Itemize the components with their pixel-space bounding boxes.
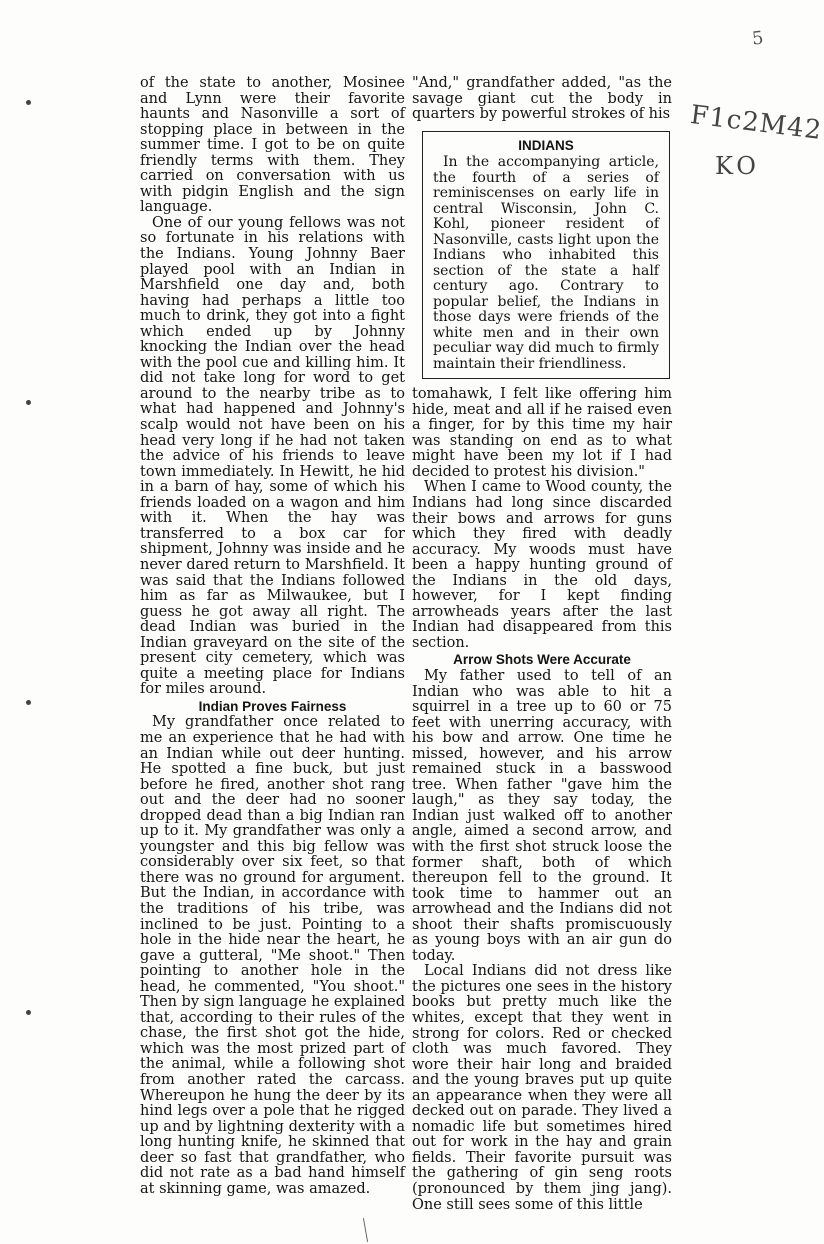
article-paragraph: My father used to tell of an Indian who was able to hit a squirrel in a tree up to 60 or 75 feet with unerring accuracy, with his bow and arrow. One time he missed, however, and his arrow remained stuck in a basswood tree. When father "gave him the laugh," as they say today, the Indian just walked off to another angle, aimed a second arrow, and with the first shot struck loose the former shaft, both of which thereupon fell to the ground. It took time to hammer out an arrowhead and the Indians did not shoot their shafts promiscuously as young boys with an air gun do today. <box>412 667 672 964</box>
article-paragraph: Local Indians did not dress like the pictures one sees in the history books but pretty much like the whites, except that they went in strong for colors. Red or checked cloth was much favored. They wore their hair long and braided and the young braves put up quite an appearance when they were all decked out on parade. They lived a nomadic life but sometimes hired out for work in the hay and grain fields. Their favorite pursuit was the gathering of gin seng roots (pronounced by them jing jang). One still sees some of this little <box>412 963 672 1213</box>
handwritten-initials: KO <box>715 152 760 180</box>
subheading: Indian Proves Fairness <box>198 698 347 714</box>
editor-note-title: INDIANS <box>518 137 574 153</box>
subheading: Arrow Shots Were Accurate <box>453 652 631 668</box>
punch-hole-mark <box>26 100 31 105</box>
article-paragraph: tomahawk, I felt like offering him hide, meat and all if he raised even a finger, for by this time my hair was standing on end as to what might have been my lot if I had decided to protest his division." <box>412 386 672 480</box>
article-paragraph: "And," grandfather added, "as the savage giant cut the body in quarters by powerful strokes of his <box>412 75 672 123</box>
punch-hole-mark <box>26 400 31 405</box>
punch-hole-mark <box>26 1010 31 1015</box>
scan-artifact-mark <box>363 1218 368 1242</box>
right-column <box>412 76 672 1213</box>
punch-hole-mark <box>26 700 31 705</box>
page-number: 5 <box>750 27 765 50</box>
editor-note-box <box>422 131 670 380</box>
article-paragraph: of the state to another, Mosinee and Lynn were their favorite haunts and Nasonville a sort of stopping place in between in the summer time. I got to be on quite friendly terms with them. They carried on conversation with us with pidgin English and the sign language. <box>140 75 405 216</box>
article-paragraph: When I came to Wood county, the Indians had long since discarded their bows and arrows for guns which they fired with deadly accuracy. My woods must have been a happy hunting ground of the Indians in the old days, however, for I kept finding arrowheads years after the last Indian had disappeared from this section. <box>412 479 672 651</box>
article-paragraph: One of our young fellows was not so fortunate in his relations with the Indians. Young Johnny Baer played pool with an Indian in Marshfield one day and, both having had perhaps a little too much to drink, they got into a fight which ended up by Johnny knocking the Indian over the head with the pool cue and killing him. It did not take long for word to get around to the nearby tribe as to what had happened and Johnny's scalp would not have been on his head very long if he had not taken the advice of his friends to leave town immediately. In Hewitt, he hid in a barn of hay, some of which his friends loaded on a wagon and him with it. When the hay was transferred to a box car for shipment, Johnny was inside and he never dared return to Marshfield. It was said that the Indians followed him as far as Milwaukee, but I guess he got away all right. The dead Indian was buried in the Indian graveyard on the site of the present city cemetery, which was quite a meeting place for Indians for miles around. <box>140 214 405 698</box>
article-paragraph: My grandfather once related to me an experience that he had with an Indian while out deer hunting. He spotted a fine buck, but just before he fired, another shot rang out and the deer had no sooner dropped dead than a big Indian ran up to it. My grandfather was only a youngster and this big fellow was considerably over six feet, so that there was no ground for argument. But the Indian, in accordance with the traditions of his tribe, was inclined to be just. Pointing to a hole in the hide near the heart, he gave a gutteral, "Me shoot." Then pointing to another hole in the head, he commented, "You shoot." Then by sign language he explained that, according to their rules of the chase, the first shot got the hide, which was the most prized part of the animal, while a following shot from another rated the carcass. Whereupon he hung the deer by its hind legs over a pole that he rigged up and by lightning dexterity with a long hunting knife, he skinned that deer so fast that grandfather, who did not rate as a bad hand himself at skinning game, was amazed. <box>140 714 405 1197</box>
handwritten-catalog-code: F1c2M42 <box>688 100 824 146</box>
editor-note-body: In the accompanying article, the fourth of a series of reminiscenses on early life in central Wisconsin, John C. Kohl, pioneer resident of Nasonville, casts light upon the Indians who inhabited this section of the state a half century ago. Contrary to popular belief, the Indians in those days were friends of the white men and in their own peculiar way did much to firmly maintain their friendliness. <box>433 154 659 372</box>
left-column <box>140 76 405 1197</box>
